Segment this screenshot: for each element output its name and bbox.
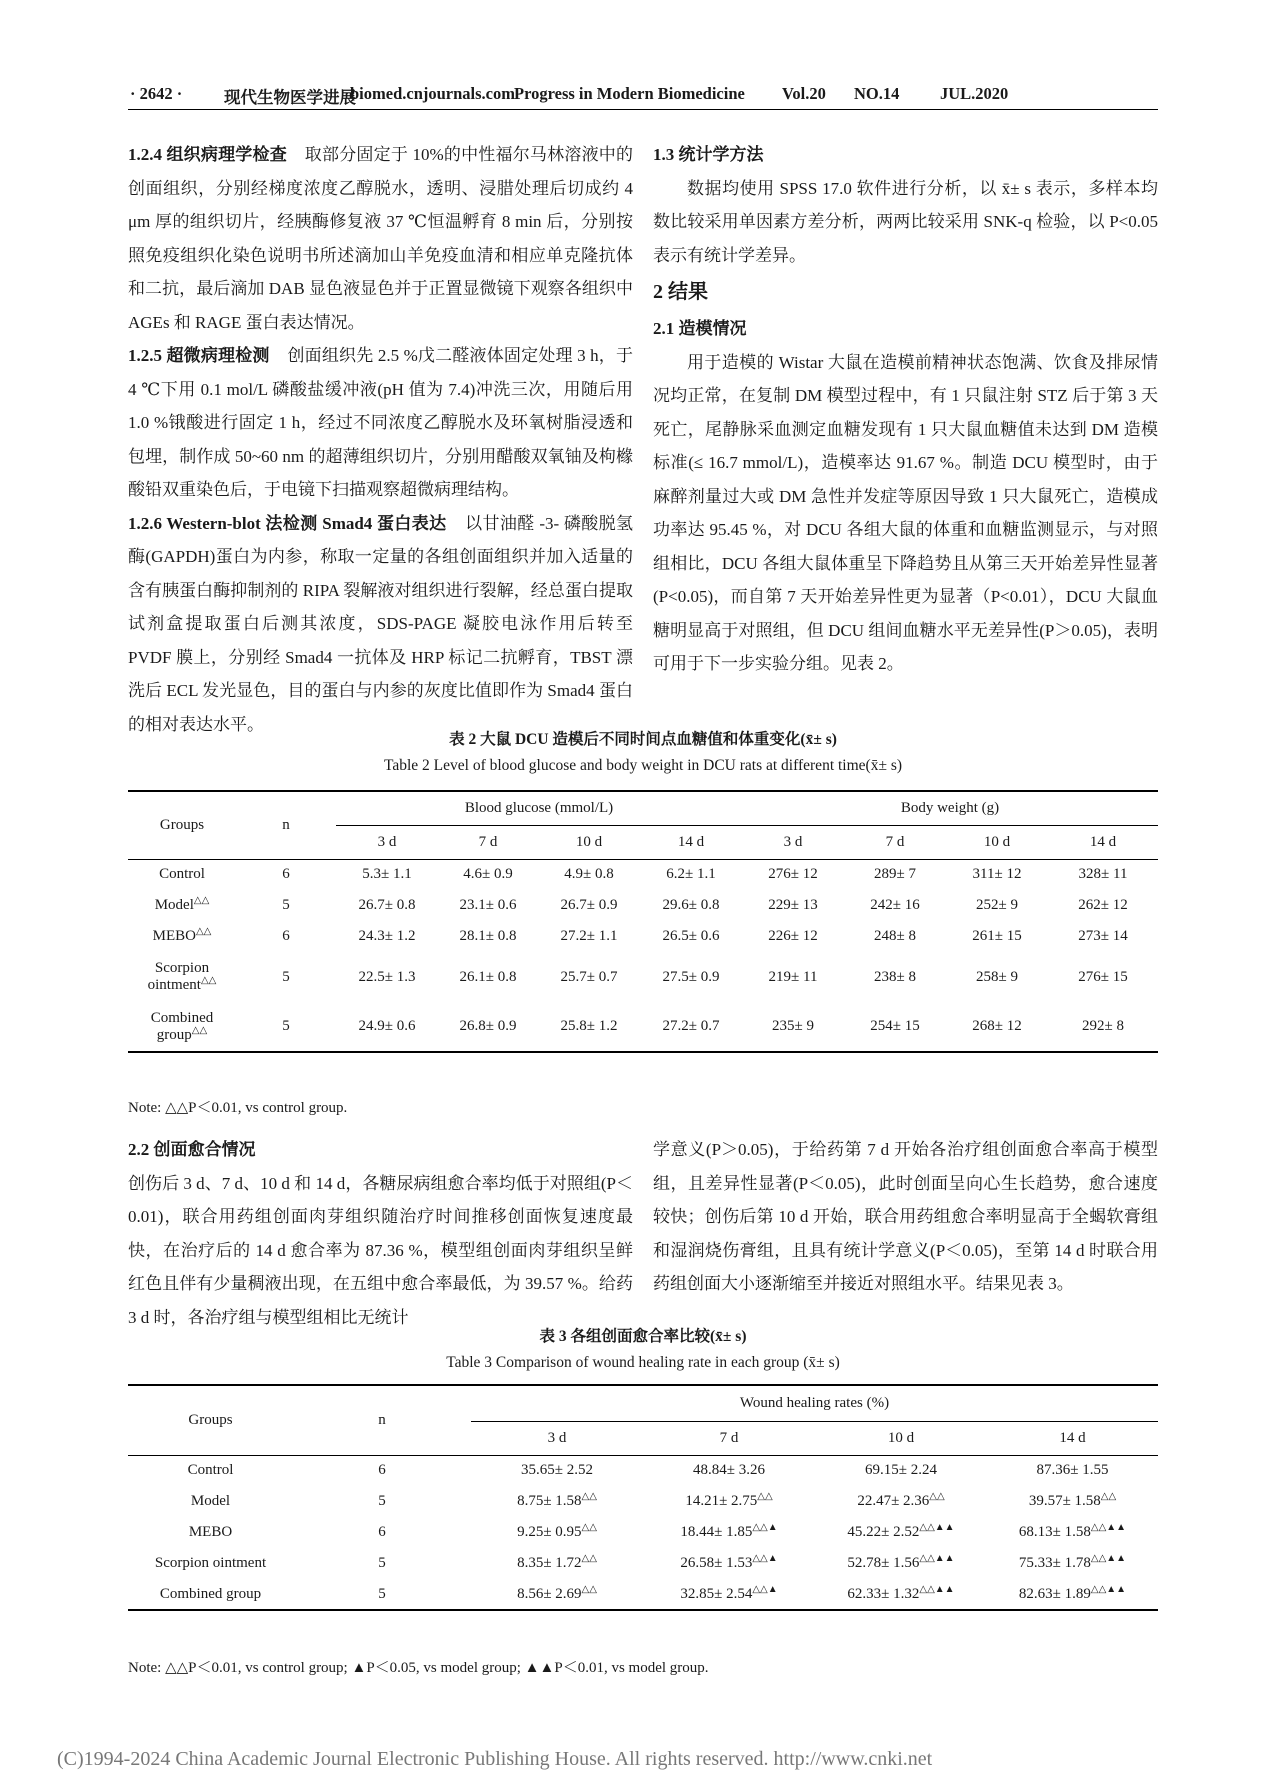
value: 35.65± 2.52 bbox=[521, 1462, 593, 1479]
table2-cell-n: 5 bbox=[282, 897, 290, 913]
section-2-2-left bbox=[128, 1133, 633, 1334]
value: 45.22± 2.52 bbox=[847, 1524, 920, 1540]
value: 69.15± 2.24 bbox=[865, 1462, 937, 1479]
significance-mark: △△ bbox=[581, 1553, 597, 1564]
journal-site: biomed.cnjournals.com bbox=[350, 84, 515, 103]
table3-cell-n: 5 bbox=[293, 1579, 471, 1610]
table3-cell-value bbox=[471, 1455, 643, 1486]
table3-cell-value bbox=[815, 1579, 987, 1610]
significance-mark: △△ bbox=[929, 1491, 945, 1502]
significance-mark: △△ bbox=[193, 895, 210, 906]
section-1-2-6 bbox=[128, 507, 633, 742]
section-1-3-title: 1.3 统计学方法 bbox=[653, 145, 764, 164]
significance-mark: △△ bbox=[757, 1491, 773, 1502]
table2-cell-value: 262± 12 bbox=[1078, 897, 1128, 913]
value: 82.63± 1.89 bbox=[1018, 1585, 1091, 1602]
significance-mark: △△▲ bbox=[752, 1583, 778, 1595]
table2-cell-value: 235± 9 bbox=[742, 1002, 844, 1052]
table2-cell-value: 23.1± 0.6 bbox=[459, 897, 517, 913]
table2-header-n: n bbox=[236, 791, 336, 859]
section-1-2-6-title: 1.2.6 Western-blot 法检测 Smad4 蛋白表达 bbox=[128, 513, 447, 533]
value: 32.85± 2.54 bbox=[680, 1585, 753, 1602]
value: 87.36± 1.55 bbox=[1036, 1462, 1109, 1479]
table3-cell-value bbox=[987, 1579, 1158, 1610]
section-2-2-text-left: 创伤后 3 d、7 d、10 d 和 14 d，各糖尿病组愈合率均低于对照组(P＜0.01)，联合用药组创面肉芽组织随治疗时间推移创面恢复速度最快，在治疗后的 14 d 愈合率为 87.36 %，模型组创面肉芽组织呈鲜红色且伴有少量稠液出现，在五组中愈合率最低，为 39.57 %。给药 3 d 时，各治疗组与模型组相比无统计 bbox=[128, 1173, 633, 1327]
value: 22.47± 2.36 bbox=[857, 1493, 930, 1509]
table2-cell-group bbox=[128, 890, 236, 921]
table-row bbox=[128, 1486, 1158, 1517]
table2-header-groups: Groups bbox=[128, 791, 236, 859]
table3-note: Note: △△P＜0.01, vs control group; ▲P＜0.05, vs model group; ▲▲P＜0.01, vs model group. bbox=[128, 1660, 709, 1676]
table-row bbox=[128, 859, 1158, 890]
value: 14.21± 2.75 bbox=[685, 1493, 758, 1509]
section-2-title: 2 结果 bbox=[653, 281, 708, 303]
significance-mark: △△ bbox=[581, 1491, 597, 1502]
table2-cell-value: 248± 8 bbox=[874, 928, 916, 944]
table2-cell-n: 6 bbox=[282, 866, 290, 883]
table2-caption-cn: 表 2 大鼠 DCU 造模后不同时间点血糖值和体重变化(x̄± s) bbox=[449, 731, 837, 748]
table2-cell-value: 22.5± 1.3 bbox=[358, 968, 416, 985]
significance-mark: △△ bbox=[581, 1583, 597, 1595]
table3-cell-value bbox=[471, 1548, 643, 1579]
table3-cell-n: 6 bbox=[378, 1462, 386, 1479]
table2-header-day: 7 d bbox=[438, 825, 538, 859]
table3-cell-value bbox=[643, 1517, 815, 1548]
table2-cell-value: 311± 12 bbox=[972, 866, 1022, 883]
table3-cell-value bbox=[643, 1455, 815, 1486]
running-header bbox=[128, 80, 1158, 110]
table2-cell-value: 226± 12 bbox=[768, 928, 818, 944]
significance-mark: △△▲▲ bbox=[1090, 1583, 1127, 1595]
journal-name-en: Progress in Modern Biomedicine bbox=[514, 84, 745, 103]
group-name: Control bbox=[159, 866, 205, 883]
table-row bbox=[128, 1579, 1158, 1610]
table2-cell-value: 27.2± 1.1 bbox=[560, 928, 618, 944]
table3-cell-value bbox=[471, 1486, 643, 1517]
value: 9.25± 0.95 bbox=[517, 1524, 582, 1540]
table2-note: Note: △△P＜0.01, vs control group. bbox=[128, 1100, 348, 1116]
group-name: MEBO bbox=[152, 928, 196, 944]
table3-caption bbox=[128, 1324, 1158, 1376]
significance-mark: △△ bbox=[581, 1522, 597, 1533]
table3-cell-value bbox=[643, 1486, 815, 1517]
table2-cell-n: 5 bbox=[236, 1002, 336, 1052]
value: 48.84± 3.26 bbox=[693, 1462, 765, 1479]
table2-body bbox=[128, 859, 1158, 1052]
section-1-3-text: 数据均使用 SPSS 17.0 软件进行分析，以 x̄± s 表示，多样本均数比较采用单因素方差分析，两两比较采用 SNK-q 检验，以 P<0.05 表示有统计学差异。 bbox=[653, 178, 1158, 265]
group-name: Model bbox=[154, 897, 194, 913]
table2-header-day: 14 d bbox=[1048, 825, 1158, 859]
section-1-2-4-text: 取部分固定于 10%的中性福尔马林溶液中的创面组织，分别经梯度浓度乙醇脱水，透明、浸腊处理后切成约 4 μm 厚的组织切片，经胰酶修复液 37 ℃恒温孵育 8 min 后，分别按照免疫组织化染色说明书所述滴加山羊免疫血清和相应单克隆抗体和二抗，最后滴加 DAB 显色液显色并于正置显微镜下观察各组织中 AGEs 和 RAGE 蛋白表达情况。 bbox=[128, 145, 633, 332]
section-1-2-4-title: 1.2.4 组织病理学检查 bbox=[128, 145, 287, 164]
table2-cell-value: 24.3± 1.2 bbox=[358, 928, 416, 944]
section-1-2-5 bbox=[128, 339, 633, 507]
table3-cell-group: Combined group bbox=[128, 1579, 293, 1610]
significance-mark: △△ bbox=[195, 926, 212, 937]
table2-cell-value: 258± 9 bbox=[976, 968, 1018, 985]
table2-header-day: 3 d bbox=[336, 825, 438, 859]
table2-cell-value: 29.6± 0.8 bbox=[662, 897, 720, 913]
significance-mark: △△▲ bbox=[752, 1522, 778, 1533]
table2-header-day: 7 d bbox=[844, 825, 946, 859]
page-number: · 2642 · bbox=[130, 84, 183, 103]
table3-cell-value bbox=[815, 1548, 987, 1579]
table2-cell-value: 268± 12 bbox=[946, 1002, 1048, 1052]
section-1-2-4 bbox=[128, 138, 633, 339]
table2-cell-value: 25.8± 1.2 bbox=[538, 1002, 640, 1052]
table3-header-rates: Wound healing rates (%) bbox=[471, 1385, 1158, 1421]
journal-issue: NO.14 bbox=[854, 84, 900, 103]
value: 8.56± 2.69 bbox=[517, 1585, 582, 1602]
significance-mark: △△ bbox=[200, 975, 217, 986]
table2-cell-value: 24.9± 0.6 bbox=[336, 1002, 438, 1052]
table3-cell-value bbox=[643, 1579, 815, 1610]
group-name: Scorpion ointment bbox=[147, 960, 210, 993]
section-2-2-text-right: 学意义(P＞0.05)，于给药第 7 d 开始各治疗组创面愈合率高于模型组，且差异性显著(P＜0.05)，此时创面呈向心生长趋势，愈合速度较快；创伤后第 10 d 开始，联合用药组愈合率明显高于全蝎软膏组和湿润烧伤膏组，且具有统计学意义(P＜0.05)，至第 14 d 时联合用药组创面大小逐渐缩至并接近对照组水平。结果见表 3。 bbox=[653, 1140, 1158, 1293]
table2-cell-value: 238± 8 bbox=[874, 968, 916, 985]
table3-header-day: 7 d bbox=[643, 1421, 815, 1455]
table2-header-weight: Body weight (g) bbox=[742, 791, 1158, 825]
section-2-2-right bbox=[653, 1133, 1158, 1301]
journal-volume: Vol.20 bbox=[782, 84, 826, 103]
table2-cell-value: 276± 12 bbox=[768, 866, 818, 883]
table3-caption-cn: 表 3 各组创面愈合率比较(x̄± s) bbox=[539, 1328, 747, 1345]
table-row bbox=[128, 921, 1158, 952]
table3-cell-value bbox=[987, 1517, 1158, 1548]
table3-header-groups: Groups bbox=[128, 1385, 293, 1455]
table3-cell-value bbox=[815, 1517, 987, 1548]
table2-cell-n: 5 bbox=[282, 968, 290, 985]
significance-mark: △△▲▲ bbox=[919, 1553, 955, 1564]
section-1-2-6-text: 以甘油醛 -3- 磷酸脱氢酶(GAPDH)蛋白为内参，称取一定量的各组创面组织并加入适量的含有胰蛋白酶抑制剂的 RIPA 裂解液对组织进行裂解，经总蛋白提取试剂盒提取蛋白后测其浓度，SDS-PAGE 凝胶电泳作用后转至 PVDF 膜上，分别经 Smad4 一抗体及 HRP 标记二抗孵育，TBST 漂洗后 ECL 发光显色，目的蛋白与内参的灰度比值即作为 Smad4 蛋白的相对表达水平。 bbox=[128, 513, 633, 734]
table2-cell-value: 26.1± 0.8 bbox=[459, 968, 517, 985]
value: 52.78± 1.56 bbox=[847, 1555, 920, 1571]
significance-mark: △△ bbox=[191, 1024, 208, 1036]
table2-cell-value: 5.3± 1.1 bbox=[362, 866, 412, 883]
journal-date: JUL.2020 bbox=[940, 84, 1009, 103]
table3-cell-value bbox=[815, 1455, 987, 1486]
table2-cell-value: 26.5± 0.6 bbox=[662, 928, 720, 944]
value: 39.57± 1.58 bbox=[1028, 1493, 1101, 1509]
table3-header-day: 3 d bbox=[471, 1421, 643, 1455]
table3-cell-n: 6 bbox=[378, 1524, 386, 1540]
table2-cell-value: 27.2± 0.7 bbox=[640, 1002, 742, 1052]
left-column bbox=[128, 138, 633, 741]
section-2-2-title: 2.2 创面愈合情况 bbox=[128, 1140, 256, 1159]
table2-cell-value: 273± 14 bbox=[1078, 928, 1128, 944]
table-row bbox=[128, 1517, 1158, 1548]
group-name: Combined group bbox=[150, 1009, 214, 1043]
table2-cell-value: 292± 8 bbox=[1048, 1002, 1158, 1052]
table-row bbox=[128, 1002, 1158, 1052]
section-1-2-5-title: 1.2.5 超微病理检测 bbox=[128, 346, 270, 365]
table2-cell-value: 219± 11 bbox=[768, 968, 818, 985]
table2-cell-value: 4.9± 0.8 bbox=[564, 866, 614, 883]
table2-cell-value: 25.7± 0.7 bbox=[560, 968, 618, 985]
table3-cell-group: MEBO bbox=[188, 1524, 233, 1540]
significance-mark: △△▲▲ bbox=[919, 1522, 955, 1533]
table2-cell-value: 328± 11 bbox=[1078, 866, 1128, 883]
significance-mark: △△▲ bbox=[752, 1553, 778, 1564]
table3-cell-value bbox=[987, 1486, 1158, 1517]
table2-cell-group bbox=[128, 859, 236, 890]
header-rule bbox=[128, 109, 1158, 110]
table3-cell-value bbox=[987, 1548, 1158, 1579]
table2-cell-value: 242± 16 bbox=[870, 897, 920, 913]
table2-cell-group bbox=[128, 921, 236, 952]
table3-header-day: 10 d bbox=[815, 1421, 987, 1455]
value: 26.58± 1.53 bbox=[680, 1555, 753, 1571]
table3-cell-group: Scorpion ointment bbox=[154, 1555, 267, 1571]
section-2-1-text: 用于造模的 Wistar 大鼠在造模前精神状态饱满、饮食及排尿情况均正常，在复制 DM 模型过程中，有 1 只鼠注射 STZ 后于第 3 天死亡，尾静脉采血测定血糖发现有 1 只大鼠血糖值未达到 DM 造模标准(≤ 16.7 mmol/L)，造模率达 91.67 %。制造 DCU 模型时，由于麻醉剂量过大或 DM 急性并发症等原因导致 1 只大鼠死亡，造模成功率达 95.45 %，对 DCU 各组大鼠的体重和血糖监测显示，与对照组相比，DCU 各组大鼠体重呈下降趋势且从第三天开始差异性显著(P<0.05)，而自第 7 天开始差异性更为显著（P<0.01），DCU 大鼠血糖明显高于对照组，但 DCU 组间血糖水平无差异性(P＞0.05)，表明可用于下一步实验分组。见表 2。 bbox=[653, 352, 1158, 673]
table-row bbox=[128, 1455, 1158, 1486]
table2-cell-value: 289± 7 bbox=[874, 866, 916, 883]
table3-cell-value bbox=[471, 1579, 643, 1610]
table2-cell-value: 254± 15 bbox=[844, 1002, 946, 1052]
value: 75.33± 1.78 bbox=[1018, 1555, 1091, 1571]
table3-header-day: 14 d bbox=[987, 1421, 1158, 1455]
table-row bbox=[128, 890, 1158, 921]
table3-body bbox=[128, 1455, 1158, 1610]
journal-name-cn: 现代生物医学进展 bbox=[224, 88, 356, 107]
table2-header-day: 3 d bbox=[742, 825, 844, 859]
table3-cell-value bbox=[815, 1486, 987, 1517]
value: 8.35± 1.72 bbox=[517, 1555, 582, 1571]
table3 bbox=[128, 1384, 1158, 1611]
significance-mark: △△▲▲ bbox=[1090, 1522, 1127, 1533]
table2-header-day: 14 d bbox=[640, 825, 742, 859]
table2-header-day: 10 d bbox=[946, 825, 1048, 859]
table2-cell-value: 26.7± 0.8 bbox=[358, 897, 416, 913]
table3-header-n: n bbox=[293, 1385, 471, 1455]
table2-cell-value: 261± 15 bbox=[972, 928, 1022, 944]
section-1-2-5-text: 创面组织先 2.5 %戊二醛液体固定处理 3 h，于 4 ℃下用 0.1 mol/L 磷酸盐缓冲液(pH 值为 7.4)冲洗三次，用随后用 1.0 %锇酸进行固定 1 h，经过不同浓度乙醇脱水及环氧树脂浸透和包埋，制作成 50~60 nm 的超薄组织切片，分别用醋酸双氧铀及枸橼酸铅双重染色后，于电镜下扫描观察超微病理结构。 bbox=[128, 346, 634, 499]
value: 68.13± 1.58 bbox=[1018, 1524, 1091, 1540]
table2-cell-group bbox=[128, 952, 236, 1002]
table2-cell-value: 4.6± 0.9 bbox=[463, 866, 513, 883]
table3-cell-group: Control bbox=[187, 1462, 234, 1479]
value: 18.44± 1.85 bbox=[680, 1524, 753, 1540]
table3-cell-value bbox=[471, 1517, 643, 1548]
table2-cell-value: 26.7± 0.9 bbox=[560, 897, 618, 913]
table2-cell-value: 27.5± 0.9 bbox=[662, 968, 720, 985]
table2-cell-value: 26.8± 0.9 bbox=[438, 1002, 538, 1052]
copyright-footer: (C)1994-2024 China Academic Journal Electronic Publishing House. All rights reserved. http://www.cnki.net bbox=[57, 1748, 933, 1770]
table-row bbox=[128, 952, 1158, 1002]
right-column bbox=[653, 138, 1158, 681]
table3-cell-n: 5 bbox=[378, 1493, 386, 1509]
table3-cell-group: Model bbox=[190, 1493, 231, 1509]
section-2-1-title: 2.1 造模情况 bbox=[653, 319, 747, 338]
table3-caption-en: Table 3 Comparison of wound healing rate in each group (x̄± s) bbox=[446, 1354, 840, 1371]
table3-cell-value bbox=[987, 1455, 1158, 1486]
value: 8.75± 1.58 bbox=[517, 1493, 582, 1509]
table3-cell-n: 5 bbox=[378, 1555, 386, 1571]
table3-cell-value bbox=[643, 1548, 815, 1579]
table2-header-day: 10 d bbox=[538, 825, 640, 859]
table2-cell-value: 28.1± 0.8 bbox=[459, 928, 517, 944]
value: 62.33± 1.32 bbox=[847, 1585, 920, 1602]
table-row bbox=[128, 1548, 1158, 1579]
table2-cell-value: 252± 9 bbox=[976, 897, 1018, 913]
significance-mark: △△▲▲ bbox=[919, 1583, 955, 1595]
table2-cell-value: 229± 13 bbox=[768, 897, 818, 913]
table2-header-glucose: Blood glucose (mmol/L) bbox=[336, 791, 742, 825]
table2-cell-value: 276± 15 bbox=[1078, 968, 1128, 985]
table2 bbox=[128, 790, 1158, 1053]
significance-mark: △△ bbox=[1100, 1491, 1117, 1502]
table2-caption-en: Table 2 Level of blood glucose and body weight in DCU rats at different time(x̄± s) bbox=[383, 757, 903, 774]
table2-cell-group bbox=[128, 1002, 236, 1052]
table2-caption bbox=[128, 727, 1158, 779]
table2-cell-n: 6 bbox=[282, 928, 290, 944]
significance-mark: △△▲▲ bbox=[1090, 1553, 1127, 1564]
table2-cell-value: 6.2± 1.1 bbox=[666, 866, 716, 883]
